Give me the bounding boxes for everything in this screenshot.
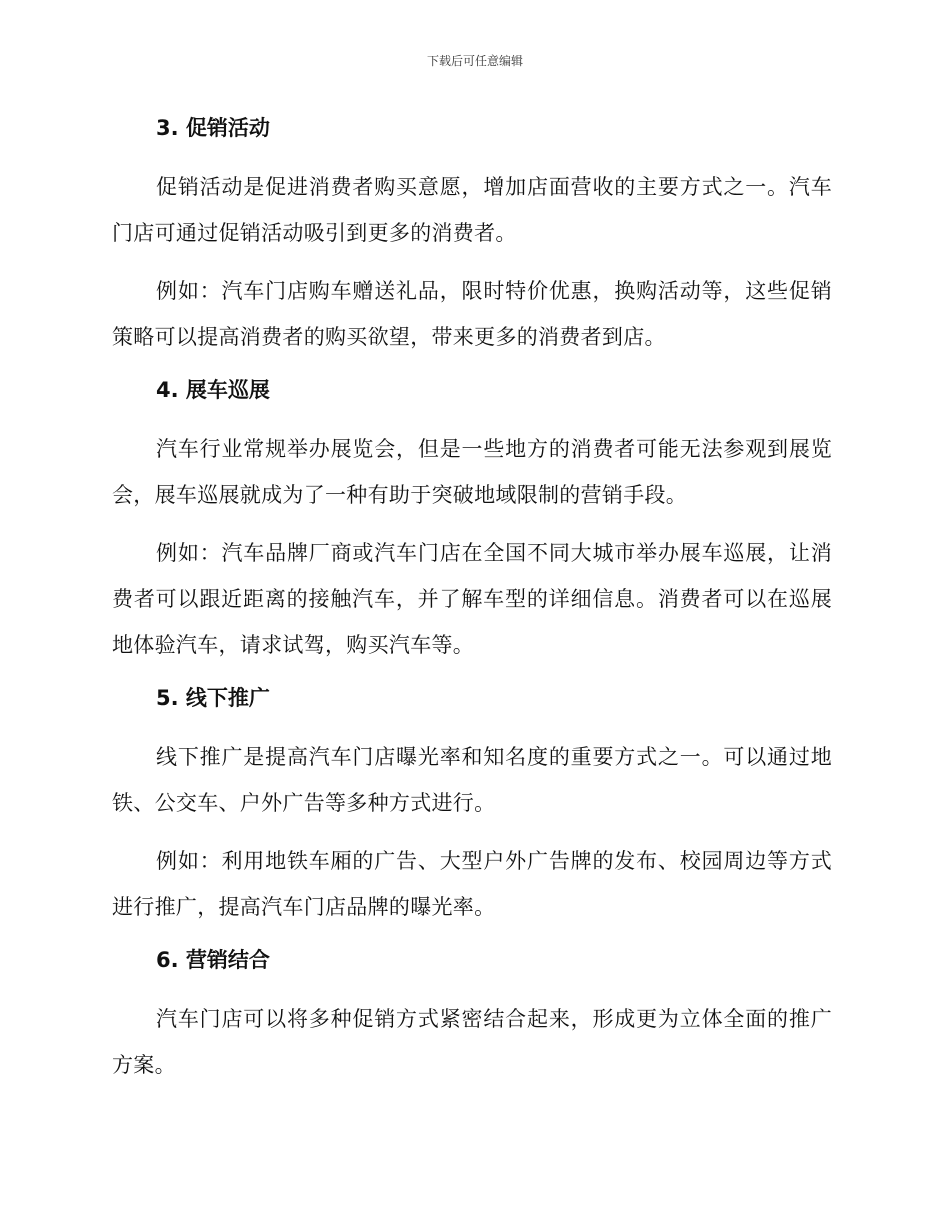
section-offline-promotion — [112, 680, 832, 930]
section-marketing-combination — [112, 942, 832, 1088]
page-header: 下载后可任意编辑 — [426, 54, 523, 68]
paragraph: 线下推广是提高汽车门店曝光率和知名度的重要方式之一。可以通过地铁、公交车、户外广告等多种方式进行。 — [112, 745, 832, 815]
paragraph: 汽车门店可以将多种促销方式紧密结合起来，形成更为立体全面的推广方案。 — [112, 1007, 832, 1077]
paragraph: 例如：汽车品牌厂商或汽车门店在全国不同大城市举办展车巡展，让消费者可以跟近距离的接触汽车，并了解车型的详细信息。消费者可以在巡展地体验汽车，请求试驾，购买汽车等。 — [112, 541, 832, 657]
section-promotions — [112, 110, 832, 360]
document-body — [112, 110, 832, 1100]
section-heading: 5. 线下推广 — [156, 686, 270, 710]
paragraph: 汽车行业常规举办展览会，但是一些地方的消费者可能无法参观到展览会，展车巡展就成为了一种有助于突破地域限制的营销手段。 — [112, 437, 832, 507]
section-heading: 4. 展车巡展 — [156, 378, 270, 402]
section-heading: 3. 促销活动 — [156, 116, 270, 140]
paragraph: 例如：汽车门店购车赠送礼品，限时特价优惠，换购活动等，这些促销策略可以提高消费者的购买欲望，带来更多的消费者到店。 — [112, 279, 832, 349]
paragraph: 例如：利用地铁车厢的广告、大型户外广告牌的发布、校园周边等方式进行推广，提高汽车门店品牌的曝光率。 — [112, 849, 832, 919]
section-roadshow — [112, 372, 832, 668]
section-heading: 6. 营销结合 — [156, 948, 270, 972]
paragraph: 促销活动是促进消费者购买意愿，增加店面营收的主要方式之一。汽车门店可通过促销活动吸引到更多的消费者。 — [112, 175, 832, 245]
